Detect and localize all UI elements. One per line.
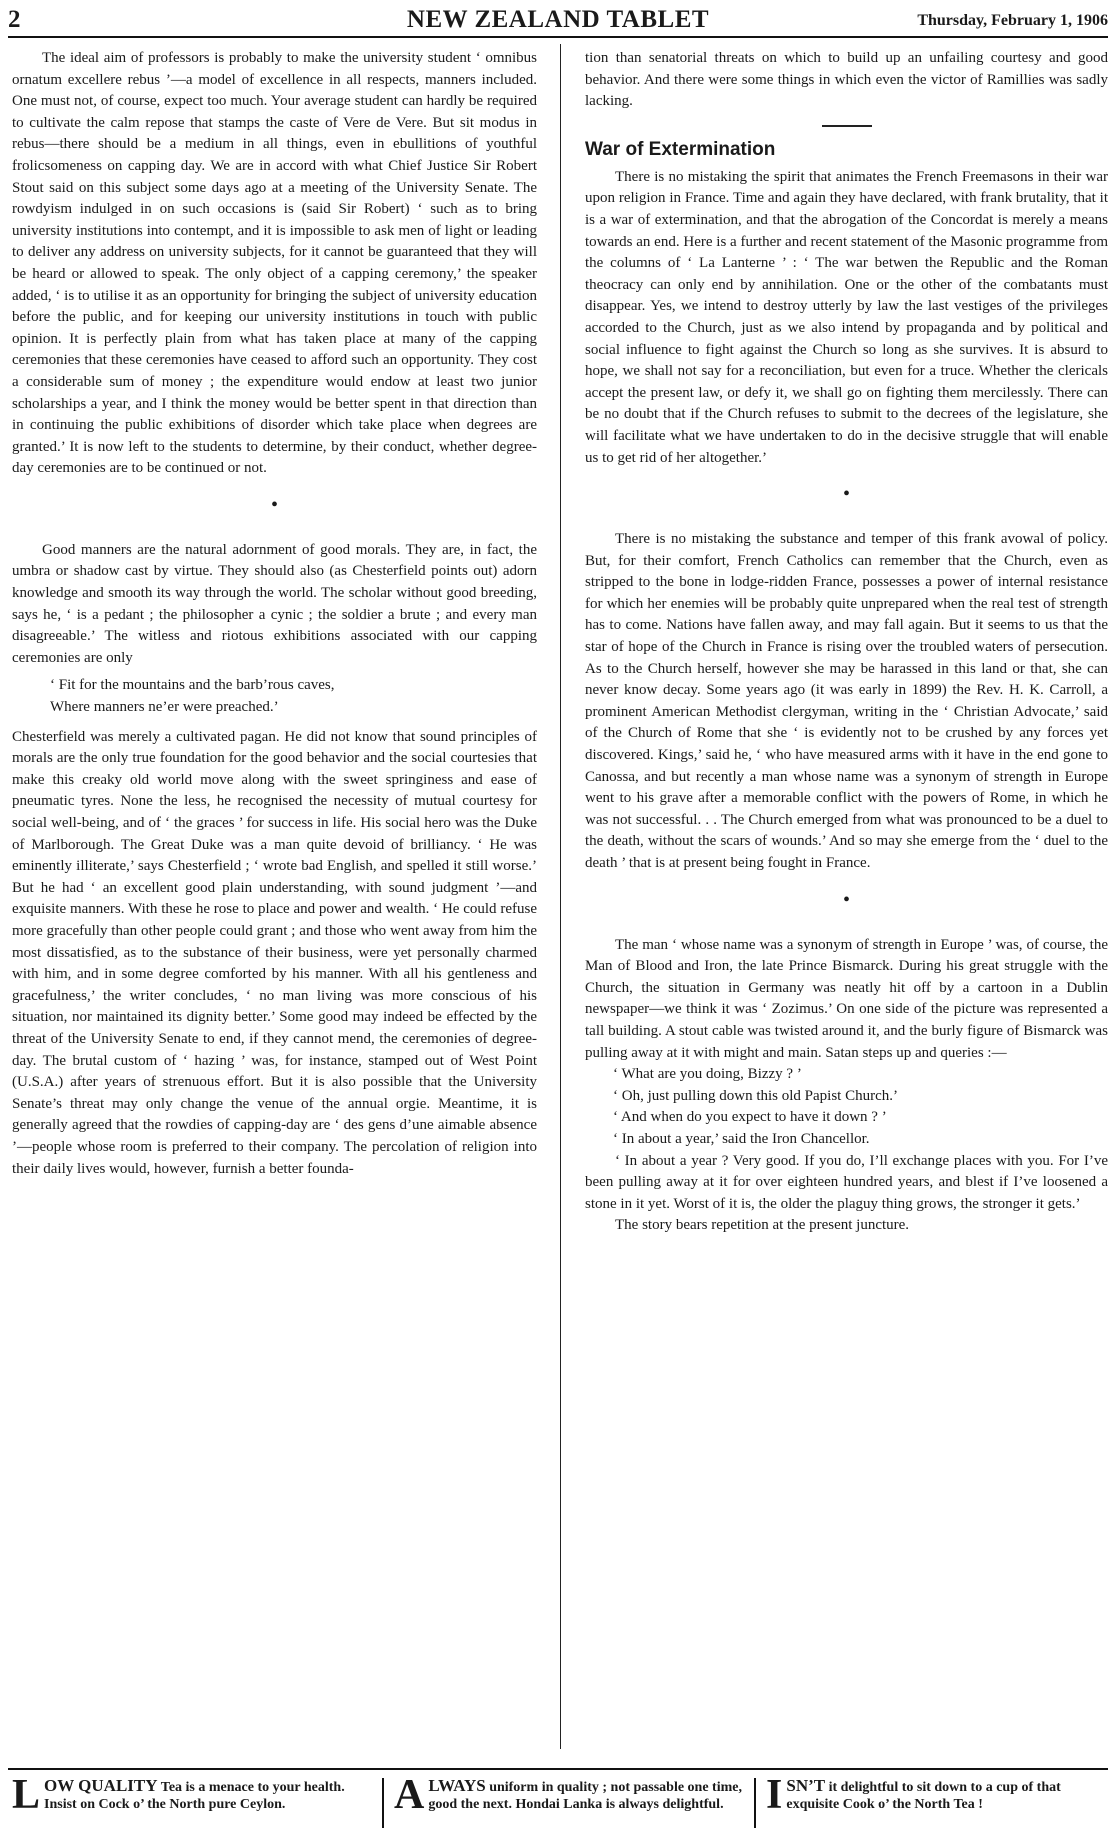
ad-lead: SN’T [786, 1776, 826, 1795]
column-divider [560, 44, 561, 1749]
advertisement [394, 1776, 744, 1828]
ad-text: Tea is a menace to your health. Insist on Cock o’ the North pure Ceylon. [44, 1780, 345, 1812]
paragraph-continuation: tion than senatorial threats on which to build up an unfailing courtesy and good behavior. And there were some things in which even the victor of Ramillies was sadly lacking. [585, 50, 1108, 110]
page-header [8, 6, 1108, 38]
paragraph-capping-day: The ideal aim of professors is probably to make the university student ‘ omnibus ornatum excellere rebus ’—a model of excellence in all respects, manners included. One must not, of course, expect too much. Your average student can hardly be required to cultivate the calm repose that stamps the caste of Vere de Vere. But sit modus in rebus—there should be a medium in all things, even in ebullitions of youthful frolicsomeness on capping day. We are in accord with what Chief Justice Sir Robert Stout said on this subject some days ago at a meeting of the University Senate. The rowdyism indulged in on such occasions is (said Sir Robert) ‘ such as to bring university institutions into contempt, and it is impossible to ask men of light or leading to deliver any address on university subjects, for it cannot be guaranteed that they will be heard or allowed to speak. The only object of a capping ceremony,’ the speaker added, ‘ is to utilise it as an opportunity for bringing the subject of university education before the public, and for keeping our university institutions in touch with public opinion. It is perfectly plain from what has taken place at many of the capping ceremonies that these ceremonies have ceased to afford such an opportunity. They cost a considerable sum of money ; the expenditure would endow at least two junior scholarships a year, and I think the money would be better spent in that direction than in continuing the public exhibitions of disorder which take place when degrees are granted.’ It is now left to the students to determine, by their conduct, whether degree-day ceremonies are to be continued or not. [12, 50, 537, 477]
section-bullet: • [842, 888, 850, 911]
paragraph-french-catholics: There is no mistaking the substance and temper of this frank avowal of policy. But, for their comfort, French Catholics can remember that the Church, even as stripped to the bone in lodge-ridden France, possesses a power of internal resistance for which her enemies will be probably quite unprepared when the real test of strength has to come. Nations have fallen away, and may fall again. But it seems to us that the star of hope of the Church in France is rising over the troubled waters of persecution. As to the Church herself, however she may be harassed in this land or that, she can never know decay. Some years ago (it was early in 1899) the Rev. H. K. Carroll, a prominent American Methodist clergyman, writing in the ‘ Christian Advocate,’ said of the Church of Rome that she ‘ is evidently not to be crushed by any forces yet discovered. Kings,’ said he, ‘ who have measured arms with it have in the end gone to Canossa, and but recently a man whose name was a synonym of strength in Europe went to his grave after a memorable conflict with the powers of Rome, in which he was not successful. . . The Church emerged from what was pronounced to be a duel to the death, without the scars of wounds.’ And so may she emerge from the ‘ duel to the death ’ that is at present being fought in France. [585, 531, 1108, 871]
paragraph-closing: The story bears repetition at the present juncture. [615, 1217, 910, 1234]
drop-cap: A [394, 1776, 425, 1818]
right-column [585, 48, 1108, 1237]
advertisement [766, 1776, 1106, 1828]
verse-quote [50, 675, 537, 718]
paragraph-freemasons: There is no mistaking the spirit that animates the French Freemasons in their war upon religion in France. Time and again they have declared, with frank brutality, that it is a war of extermination, and that the abrogation of the Concordat is merely a means towards an end. Here is a further and recent statement of the Masonic programme from the columns of ‘ La Lanterne ’ : ‘ The war betwen the Republic and the Roman theocracy can only end by annihilation. One or the other of the combatants must disappear. Yes, we intend to destroy utterly by law the last vestiges of the privileges accorded to the Church, just as we also intend by propaganda and by political and social influence to fight against the Church so long as she survives. It is absurd to hope, we shall not say for a reconciliation, but even for a truce. Whether the clericals accept the present law, or defy it, we shall go on fighting them mercilessly. There can be no doubt that if the Church refuses to submit to the decrees of the legislature, she will facilitate what we have undertaken to do in the decisive struggle that will enable us to get rid of her altogether.’ [585, 168, 1108, 466]
left-column [12, 48, 537, 1180]
ad-text: uniform in quality ; not passable one time, good the next. Hondai Lanka is always delightful. [428, 1780, 742, 1812]
paragraph-satan-reply: ‘ In about a year ? Very good. If you do, I’ll exchange places with you. For I’ve been pulling away at it for over eighteen hundred years, and blest if I’ve loosened a stone in it yet. Worst of it is, the older the plaguy thing grows, the stronger it gets.’ [585, 1152, 1108, 1212]
verse-line: Where manners ne’er were preached.’ [50, 699, 279, 716]
page-number: 2 [8, 6, 21, 33]
dialogue-line: ‘ And when do you expect to have it down ? ’ [613, 1109, 887, 1126]
masthead-title: NEW ZEALAND TABLET [406, 6, 710, 33]
ad-separator [754, 1778, 756, 1828]
drop-cap: I [766, 1776, 783, 1818]
ad-lead: OW QUALITY [44, 1776, 158, 1795]
advertisement [12, 1776, 372, 1828]
ad-separator [382, 1778, 384, 1828]
ad-lead: LWAYS [428, 1776, 486, 1795]
paragraph-good-manners: Good manners are the natural adornment of good morals. They are, in fact, the umbra or shadow cast by virtue. They should also (as Chesterfield points out) adorn knowledge and smooth its way through the world. The scholar without good breeding, says he, ‘ is a pedant ; the philosopher a cynic ; the soldier a brute ; and every man disagreeable.’ The witless and riotous exhibitions associated with our capping ceremonies are only [12, 541, 537, 666]
section-rule [822, 125, 872, 127]
section-bullet: • [842, 483, 850, 506]
dialogue-line: ‘ In about a year,’ said the Iron Chancellor. [613, 1130, 870, 1147]
paragraph-chesterfield: Chesterfield was merely a cultivated pagan. He did not know that sound principles of morals are the only true foundation for the good behavior and the social courtesies that make this creaky old world move along with the sweet springiness and ease of pneumatic tyres. None the less, he recognised the necessity of mutual courtesy for social well-being, and of ‘ the graces ’ for success in life. His social hero was the Duke of Marlborough. The Great Duke was a man quite devoid of brilliancy. ‘ He was eminently illiterate,’ says Chesterfield ; ‘ wrote bad English, and spelled it still worse.’ But he had ‘ an excellent good plain understanding, with sound judgment ’—and exquisite manners. With these he rose to place and power and wealth. ‘ He could refuse more gracefully than other people could grant ; and those who went away from him the most dissatisfied, as to the substance of their business, were yet personally charmed with him, and in some degree comforted by his manner. With all his gentleness and gracefulness,’ the writer concludes, ‘ no man living was more conscious of his situation, nor maintained its dignity better.’ Some good may indeed be effected by the threat of the University Senate to end, if they cannot mend, the ceremonies of degree-day. The brutal custom of ‘ hazing ’ was, for instance, stamped out of West Point (U.S.A.) after years of strenuous effort. But it is also possible that the University Senate’s threat may only change the venue of the annual orgie. Meantime, it is generally agreed that the rowdies of capping-day are ‘ des gens d’une aimable absence ’—people whose room is preferred to their company. The percolation of religion into their daily lives would, however, furnish a better founda- [12, 728, 537, 1177]
verse-line: ‘ Fit for the mountains and the barb’rous caves, [50, 677, 335, 694]
ad-text: it delightful to sit down to a cup of that exquisite Cook o’ the North Tea ! [786, 1780, 1061, 1812]
drop-cap: L [12, 1776, 41, 1818]
paragraph-bismarck: The man ‘ whose name was a synonym of strength in Europe ’ was, of course, the Man of Blood and Iron, the late Prince Bismarck. During his great struggle with the Church, the situation in Germany was neatly hit off by a cartoon in a Dublin newspaper—we think it was ‘ Zozimus.’ On one side of the picture was represented a tall building. A stout cable was twisted around it, and the burly figure of Bismarck was pulling away at it with might and main. Satan steps up and queries :— [585, 936, 1108, 1061]
dialogue-line: ‘ What are you doing, Bizzy ? ’ [613, 1066, 802, 1083]
section-heading: War of Extermination [585, 138, 776, 160]
advertisement-bar [8, 1768, 1108, 1832]
issue-date: Thursday, February 1, 1906 [917, 12, 1108, 29]
section-bullet: • [270, 493, 278, 516]
dialogue-line: ‘ Oh, just pulling down this old Papist Church.’ [613, 1087, 898, 1104]
dialogue-block [613, 1064, 1108, 1150]
